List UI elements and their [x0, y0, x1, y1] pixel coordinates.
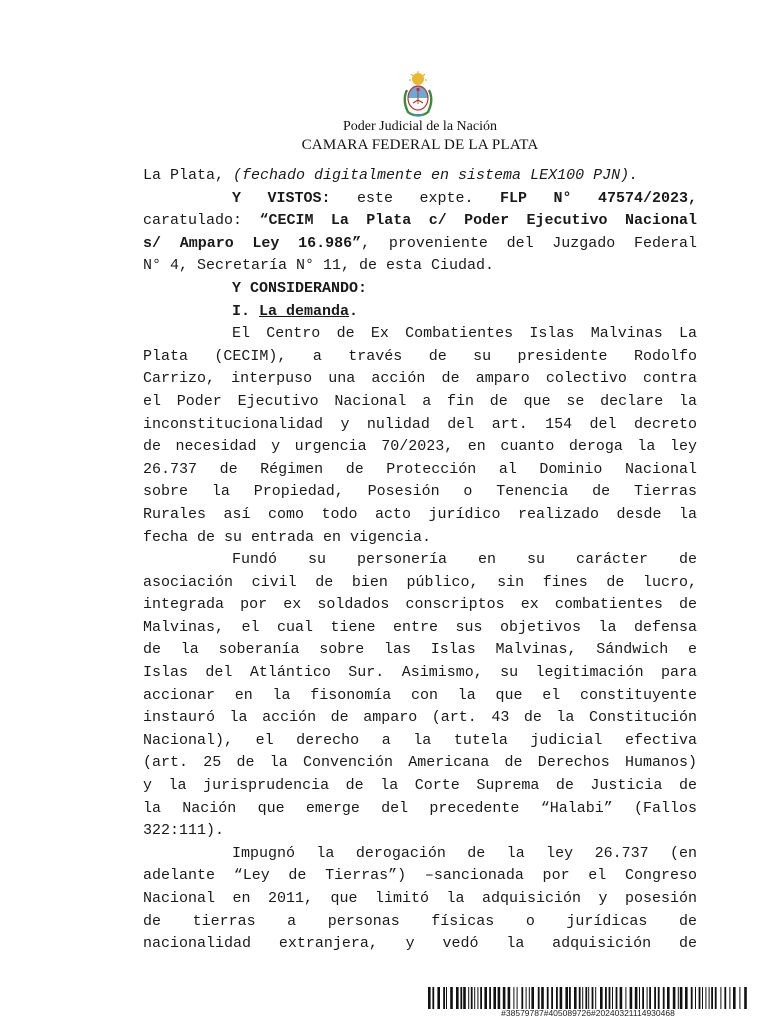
barcode-bar [569, 987, 571, 1009]
section-number: I. [232, 302, 260, 320]
barcode-bar [508, 987, 511, 1009]
barcode-bar [592, 987, 594, 1009]
barcode-bar [493, 987, 496, 1009]
barcode-bar [538, 987, 540, 1009]
document-body [143, 165, 697, 956]
barcode-bar [711, 987, 713, 1009]
vistos-text: este expte. [330, 189, 500, 207]
barcode-bar [513, 987, 514, 1009]
paragraph-line: inconstitucionalidad y nulidad del art. 154 del decreto [143, 415, 697, 433]
barcode-bar [463, 987, 466, 1009]
barcode-bar [582, 987, 583, 1009]
barcode-bar [480, 987, 482, 1009]
barcode-bar [432, 987, 434, 1009]
court-name: Poder Judicial de la Nación [343, 119, 497, 134]
barcode-bar [579, 987, 581, 1009]
paragraph-line: fecha de su entrada en vigencia. [143, 528, 432, 546]
barcode-bar [649, 987, 651, 1009]
barcode-bar [667, 987, 670, 1009]
paragraph-line: Plata (CECIM), a través de su presidente Rodolfo [143, 347, 697, 365]
barcode-bar [503, 987, 506, 1009]
caption-line-1 [143, 210, 697, 233]
barcode-bar [526, 987, 527, 1009]
barcode-bar [498, 987, 501, 1009]
barcode-bar [484, 987, 487, 1009]
barcode-bar [474, 987, 475, 1009]
barcode-bar [673, 987, 676, 1009]
paragraph-line: la Nación que emerge del precedente “Halabi” (Fallos [143, 799, 697, 817]
paragraph-line: Malvinas, el cual tiene entre sus objetivos la defensa [143, 618, 697, 636]
paragraph-line: asociación civil de bien público, sin fines de lucro, [143, 573, 697, 591]
paragraph-line: sobre la Propiedad, Posesión o Tenencia de Tierras [143, 483, 697, 501]
barcode-bar [574, 987, 577, 1009]
barcode-number: #38579787#405089726#20240321114930468 [501, 1008, 675, 1018]
paragraph-line: y la jurisprudencia de la Corte Suprema de Justicia de [143, 777, 697, 795]
barcode-bar [600, 987, 603, 1009]
barcode-bar [620, 987, 623, 1009]
caratulado-label: caratulado: [143, 212, 260, 230]
paragraph-line: el Poder Ejecutivo Nacional a fin de que se declare la [143, 392, 697, 410]
barcode-bar [654, 987, 656, 1009]
barcode-bar [437, 987, 440, 1009]
barcode-bar [720, 987, 721, 1009]
barcode-bar [547, 987, 549, 1009]
barcode-bar [460, 987, 462, 1009]
barcode-bar [702, 987, 703, 1009]
paragraph-line: instauró la acción de amparo (art. 43 de la Constitución [143, 709, 697, 727]
case-number: FLP N° 47574/2023, [500, 189, 698, 207]
case-caption-a: “CECIM La Plata c/ Poder Ejecutivo Nacional [259, 212, 697, 230]
barcode-bar [428, 987, 431, 1009]
barcode-bar [709, 987, 710, 1009]
paragraph-line: Nacional), el derecho a la tutela judicial efectiva [143, 731, 697, 749]
paragraph-line: Rurales así como todo acto jurídico realizado desde la [143, 505, 697, 523]
barcode-bar [556, 987, 558, 1009]
barcode-bar [639, 987, 640, 1009]
section-title-period: . [349, 302, 359, 320]
paragraph-line: integrada por ex soldados conscriptos ex combatientes de [143, 596, 697, 614]
barcode-bar [616, 987, 618, 1009]
barcode-bar [609, 987, 611, 1009]
barcode-bar [595, 987, 596, 1009]
barcode-bar [585, 987, 587, 1009]
paragraph-line: 26.737 de Régimen de Protección al Dominio Nacional [143, 460, 697, 478]
paragraph-line: adelante “Ley de Tierras”) –sancionada por el Congreso [143, 867, 697, 885]
paragraph-line: de la soberanía sobre las Islas Malvinas, Sándwich e [143, 641, 697, 659]
paragraph-line: (art. 25 de la Convención Americana de Derechos Humanos) [143, 754, 697, 772]
date-note: (fechado digitalmente en sistema LEX100 PJN). [233, 167, 639, 184]
place-text: La Plata, [143, 167, 234, 184]
paragraph-line: accionar en la fisonomía con la que el constituyente [143, 686, 697, 704]
barcode-bar [450, 987, 453, 1009]
barcode-bar [658, 987, 660, 1009]
barcode-bar [489, 987, 491, 1009]
barcode-bar [521, 987, 523, 1009]
barcode-bar [685, 987, 688, 1009]
chamber-name: CAMARA FEDERAL DE LA PLATA [301, 137, 539, 153]
barcode-bar [443, 987, 445, 1009]
barcode-bar [729, 987, 730, 1009]
barcode-bar [744, 987, 747, 1009]
date-line [143, 165, 697, 188]
barcode-bar [630, 987, 633, 1009]
barcode-bar [531, 987, 534, 1009]
barcode-bar [471, 987, 473, 1009]
paragraph-line: 322:111). [143, 822, 225, 840]
barcode-bar [446, 987, 447, 1009]
barcode-bar [468, 987, 469, 1009]
barcode-bar [625, 987, 626, 1009]
considerando-heading: Y CONSIDERANDO: [232, 279, 368, 297]
vistos-label: Y VISTOS: [232, 189, 331, 207]
vistos-line [143, 188, 697, 211]
barcode-bar [612, 987, 613, 1009]
paragraph-line: Carrizo, interpuso una acción de amparo colectivo contra [143, 370, 697, 388]
paragraph-line: de tierras a personas físicas o jurídicas de [143, 912, 697, 930]
barcode-image [428, 987, 748, 1009]
barcode-bar [705, 987, 706, 1009]
paragraph-line: de necesidad y urgencia 70/2023, en cuanto deroga la ley [143, 438, 697, 456]
barcode-bar [456, 987, 459, 1009]
barcode-bar [635, 987, 638, 1009]
barcode-bar [541, 987, 544, 1009]
barcode-bar [647, 987, 648, 1009]
barcode-bar [605, 987, 607, 1009]
barcode-bar [588, 987, 589, 1009]
barcode-bar [678, 987, 679, 1009]
paragraph-line: Nacional en 2011, que limitó la adquisición y posesión [143, 890, 697, 907]
barcode-bar [551, 987, 553, 1009]
barcode-bar [517, 987, 518, 1009]
section-heading [143, 301, 697, 324]
paragraph-line: Islas del Atlántico Sur. Asimismo, su legitimación para [143, 664, 697, 682]
caption-line-2 [143, 233, 697, 256]
paragraph-line: nacionalidad extranjera, y vedó la adquisición de [143, 935, 697, 953]
coat-of-arms-icon [400, 70, 436, 120]
paragraph-line: El Centro de Ex Combatientes Islas Malvinas La [232, 325, 697, 343]
barcode-bar [739, 987, 740, 1009]
barcode-bar [642, 987, 644, 1009]
barcode-bar [560, 987, 563, 1009]
barcode-bar [724, 987, 726, 1009]
barcode-bar [477, 987, 478, 1009]
section-title: La demanda [259, 302, 350, 320]
barcode-bar [691, 987, 693, 1009]
barcode-bar [663, 987, 665, 1009]
proveniente-text: , proveniente del Juzgado Federal [361, 234, 697, 252]
barcode-bar [715, 987, 717, 1009]
barcode-bar [680, 987, 683, 1009]
case-caption-b: s/ Amparo Ley 16.986” [143, 234, 362, 252]
barcode-bar [565, 987, 568, 1009]
juzgado-line: N° 4, Secretaría N° 11, de esta Ciudad. [143, 257, 495, 275]
barcode-bar [699, 987, 701, 1009]
barcode-bar [695, 987, 696, 1009]
barcode-bar [733, 987, 736, 1009]
paragraph-line: Impugnó la derogación de la ley 26.737 (en [232, 844, 697, 862]
paragraph-line: Fundó su personería en su carácter de [232, 551, 697, 569]
barcode-bar [529, 987, 530, 1009]
